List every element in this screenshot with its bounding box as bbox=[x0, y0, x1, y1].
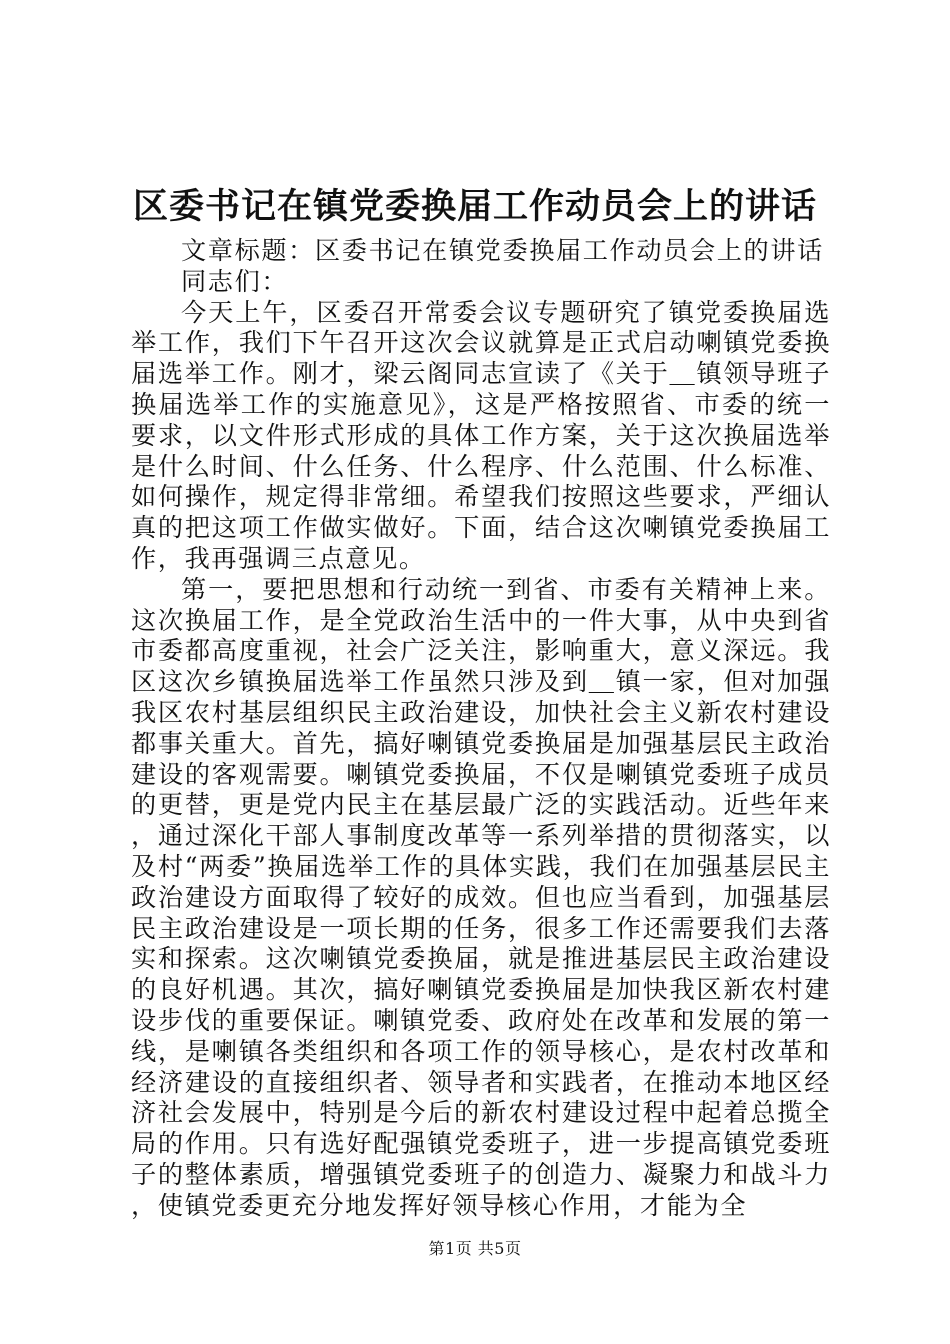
article-title-line: 文章标题：区委书记在镇党委换届工作动员会上的讲话 bbox=[181, 236, 824, 265]
document-title: 区委书记在镇党委换届工作动员会上的讲话 bbox=[132, 186, 817, 227]
salutation: 同志们： bbox=[181, 266, 289, 296]
page-footer: 第1页 共5页 bbox=[428, 1239, 522, 1258]
document-body bbox=[131, 236, 831, 1222]
paragraph-intro: 今天上午，区委召开常委会议专题研究了镇党委换届选举工作，我们下午召开这次会议就算是正式启动喇镇党委换届选举工作。刚才，梁云阁同志宣读了《关于＿镇领导班子换届选举工作的实施意见》，这是严格按照省、市委的统一要求，以文件形式形成的具体工作方案，关于这次换届选举是什么时间、什么任务、什么程序、什么范围、什么标准、如何操作，规定得非常细。希望我们按照这些要求，严细认真的把这项工作做实做好。下面，结合这次喇镇党委换届工作，我再强调三点意见。 bbox=[131, 297, 831, 573]
paragraph-point-one: 第一，要把思想和行动统一到省、市委有关精神上来。这次换届工作，是全党政治生活中的一件大事，从中央到省市委都高度重视，社会广泛关注，影响重大，意义深远。我区这次乡镇换届选举工作虽然只涉及到＿镇一家，但对加强我区农村基层组织民主政治建设，加快社会主义新农村建设都事关重大。首先，搞好喇镇党委换届是加强基层民主政治建设的客观需要。喇镇党委换届，不仅是喇镇党委班子成员的更替，更是党内民主在基层最广泛的实践活动。近些年来，通过深化干部人事制度改革等一系列举措的贯彻落实，以及村“两委”换届选举工作的具体实践，我们在加强基层民主政治建设方面取得了较好的成效。但也应当看到，加强基层民主政治建设是一项长期的任务，很多工作还需要我们去落实和探索。这次喇镇党委换届，就是推进基层民主政治建设的良好机遇。其次，搞好喇镇党委换届是加快我区新农村建设步伐的重要保证。喇镇党委、政府处在改革和发展的第一线，是喇镇各类组织和各项工作的领导核心，是农村改革和经济建设的直接组织者、领导者和实践者，在推动本地区经济社会发展中，特别是今后的新农村建设过程中起着总揽全局的作用。只有选好配强镇党委班子，进一步提高镇党委班子的整体素质，增强镇党委班子的创造力、凝聚力和战斗力，使镇党委更充分地发挥好领导核心作用，才能为全 bbox=[131, 574, 831, 1220]
